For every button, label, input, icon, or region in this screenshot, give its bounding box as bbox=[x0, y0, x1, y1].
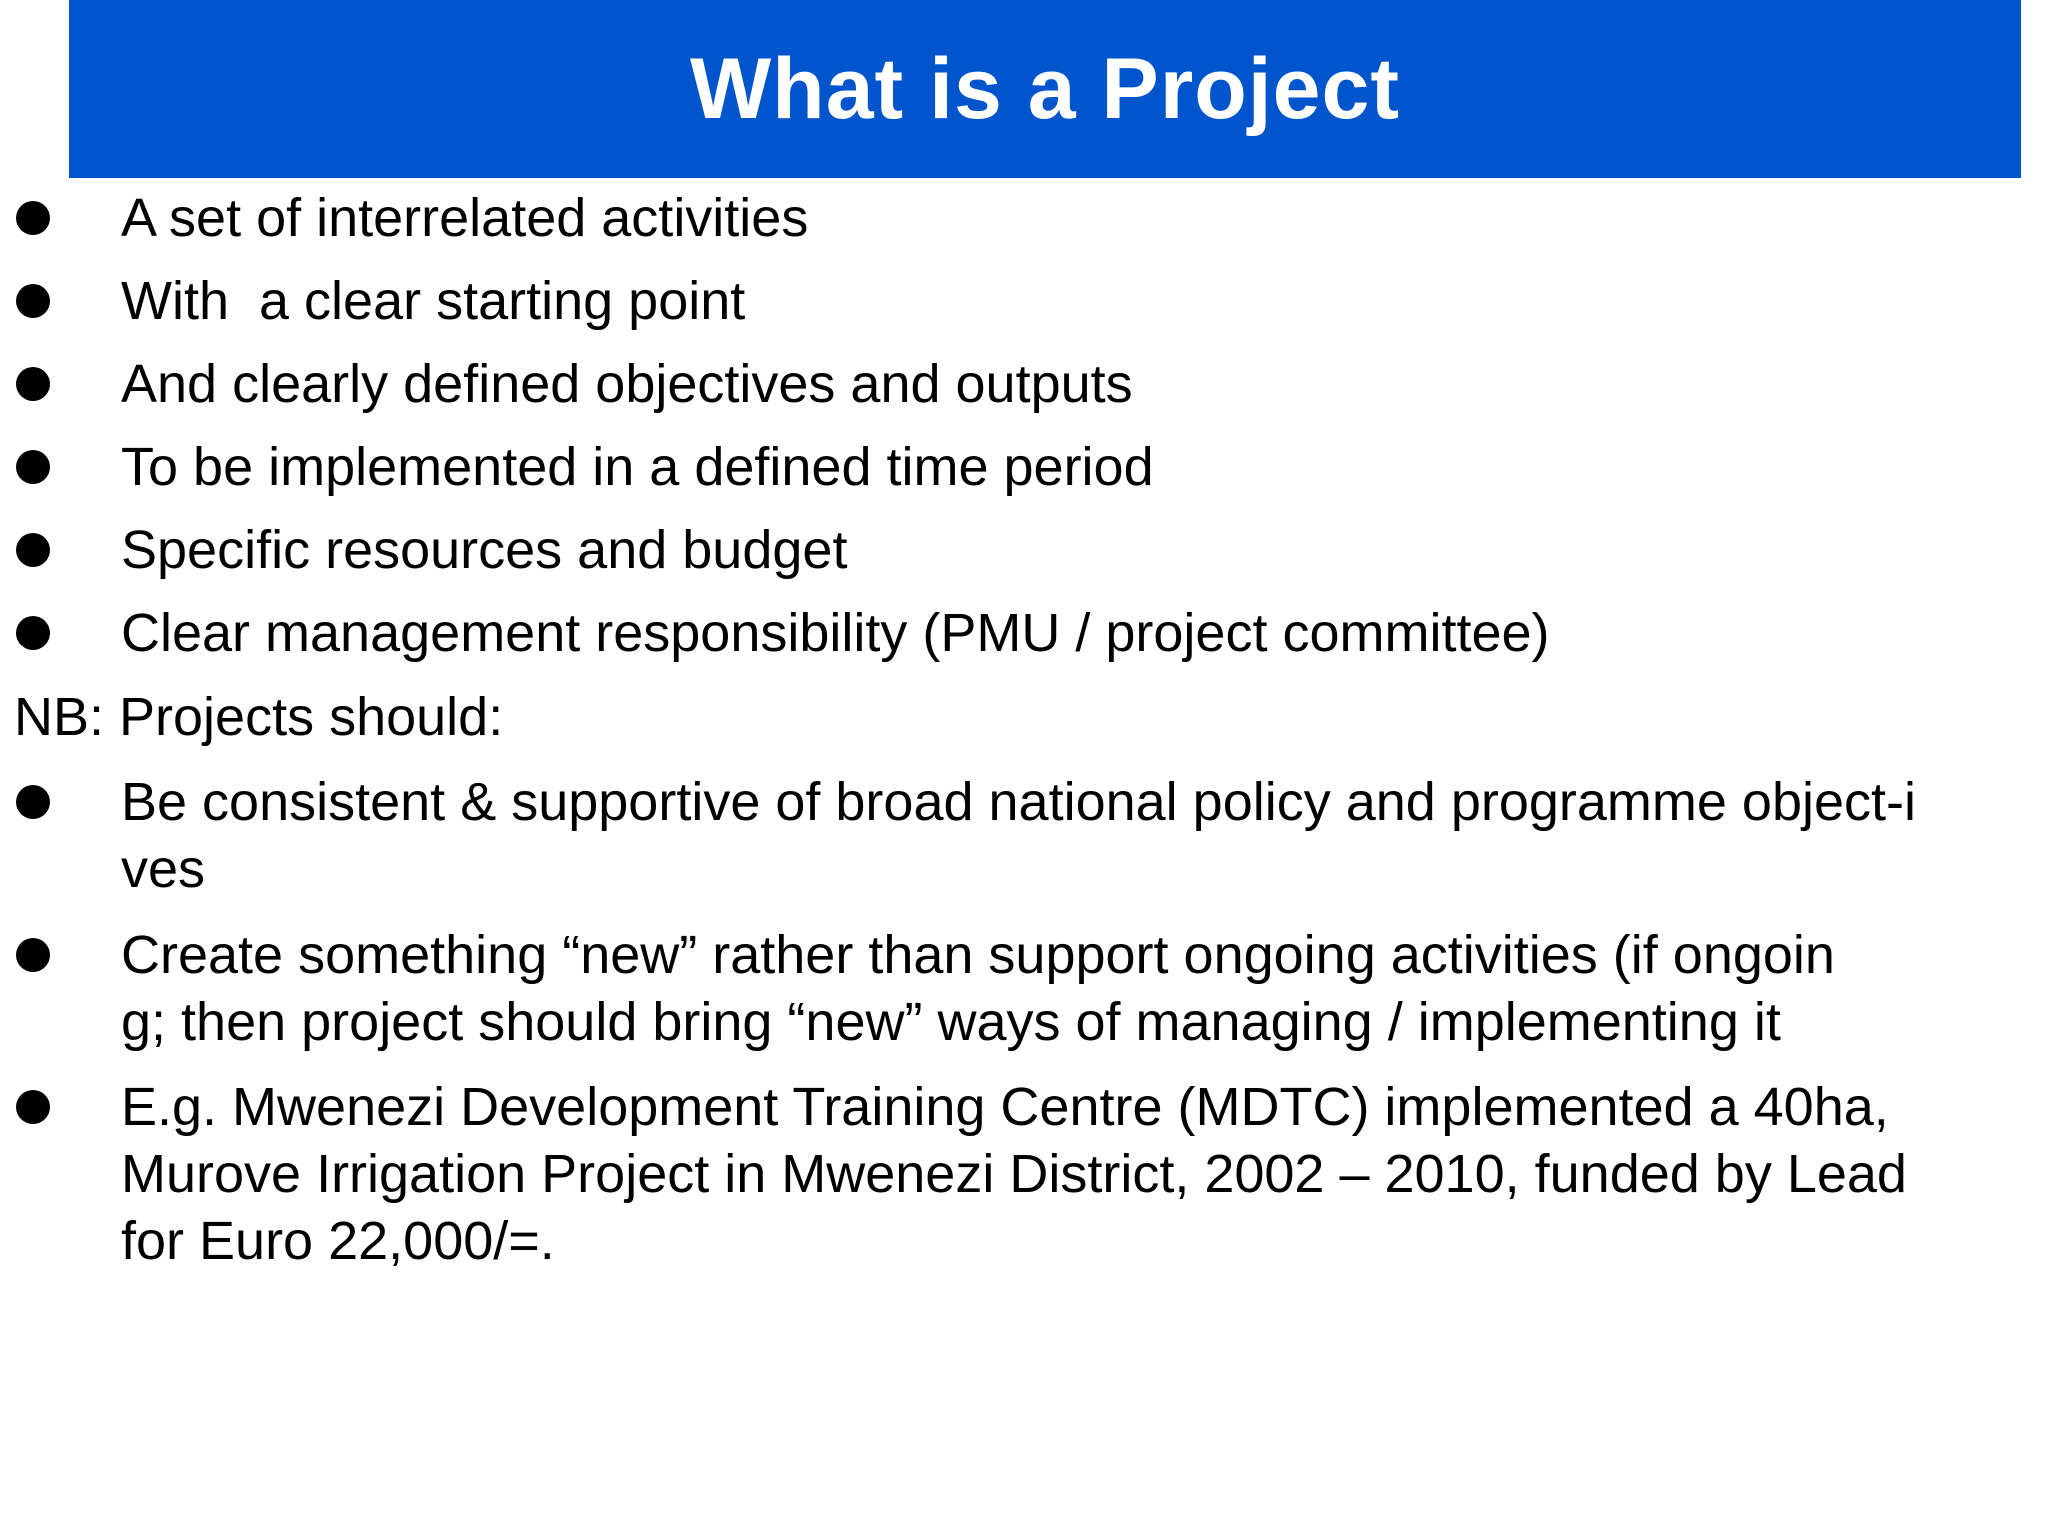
bullet-icon bbox=[16, 201, 50, 235]
bullet-icon bbox=[16, 1090, 50, 1124]
bullet-text: Specific resources and budget bbox=[121, 520, 848, 580]
bullet-text-line: E.g. Mwenezi Development Training Centre (MDTC) implemented a 40ha, bbox=[121, 1077, 1889, 1137]
bullet-text-line: Be consistent & supportive of broad national policy and programme object-i bbox=[121, 772, 1916, 832]
bullet-icon bbox=[16, 785, 50, 819]
bullet-icon bbox=[16, 938, 50, 972]
bullet-icon bbox=[16, 284, 50, 318]
nb-heading: NB: Projects should: bbox=[14, 687, 504, 747]
bullet-text: A set of interrelated activities bbox=[121, 188, 809, 248]
bullet-text-line: ves bbox=[121, 839, 206, 899]
bullet-icon bbox=[16, 450, 50, 484]
bullet-text: And clearly defined objectives and outputs bbox=[121, 354, 1133, 414]
bullet-icon bbox=[16, 533, 50, 567]
title-bar bbox=[69, 0, 2021, 178]
bullet-text: To be implemented in a defined time period bbox=[121, 437, 1154, 497]
bullet-text-line: g; then project should bring “new” ways of managing / implementing it bbox=[121, 992, 1781, 1052]
bullet-text: With a clear starting point bbox=[121, 271, 746, 331]
bullet-text-line: Create something “new” rather than support ongoing activities (if ongoin bbox=[121, 925, 1835, 985]
bullet-icon bbox=[16, 367, 50, 401]
bullet-text-line: for Euro 22,000/=. bbox=[121, 1211, 555, 1271]
slide-title: What is a Project bbox=[690, 40, 1400, 137]
bullet-text: Clear management responsibility (PMU / project committee) bbox=[121, 603, 1550, 663]
bullet-text-line: Murove Irrigation Project in Mwenezi District, 2002 – 2010, funded by Lead bbox=[121, 1144, 1907, 1204]
bullet-icon bbox=[16, 616, 50, 650]
